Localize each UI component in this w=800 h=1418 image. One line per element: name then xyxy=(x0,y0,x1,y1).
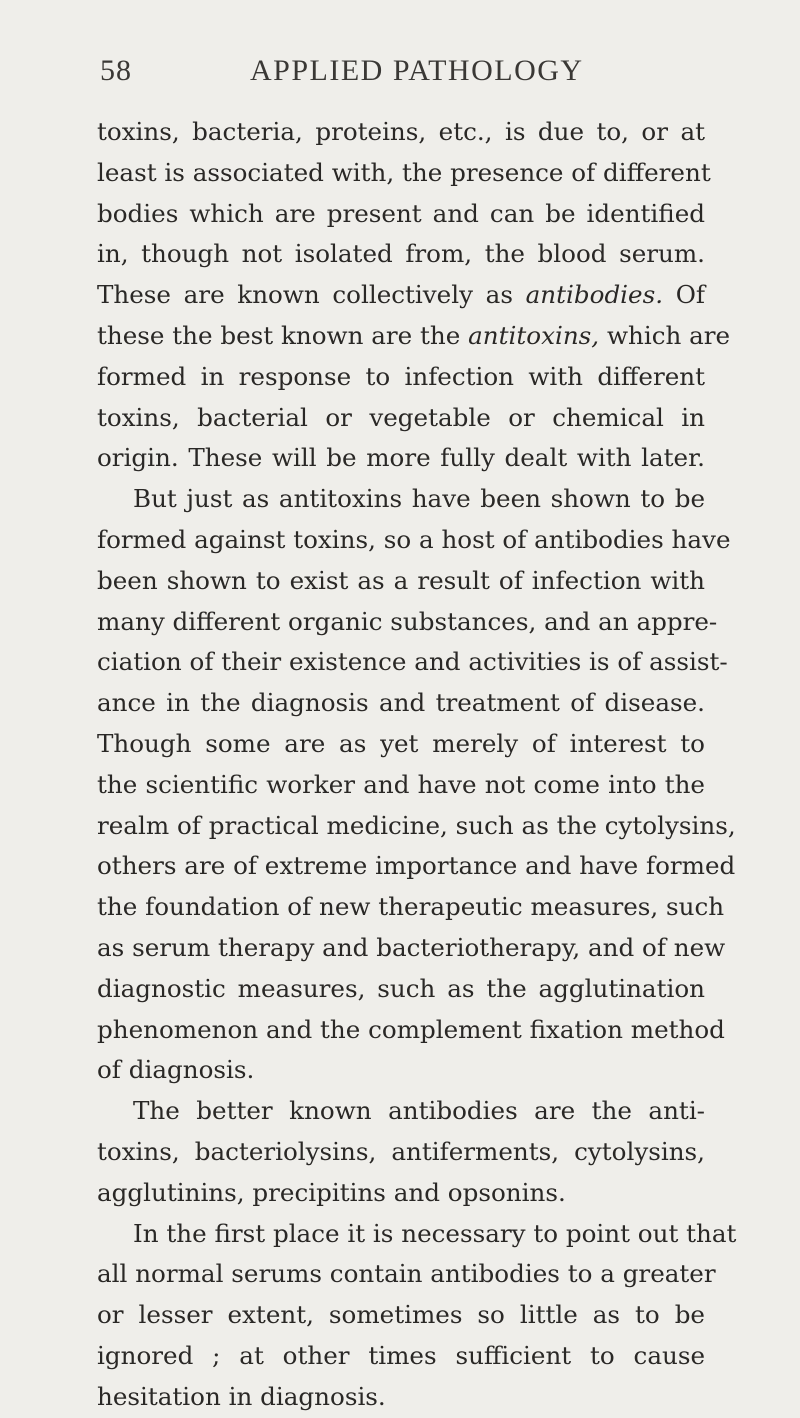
text-fragment: Of xyxy=(675,280,705,310)
emphasis-antitoxins: antitoxins, xyxy=(468,320,600,350)
text-line: ciation of their existence and activities is of assist- xyxy=(97,647,728,677)
text-line xyxy=(97,316,731,357)
text-line: ance in the diagnosis and treatment of disease. xyxy=(97,688,705,718)
text-line: others are of extreme importance and have formed xyxy=(97,851,736,881)
text-line: least is associated with, the presence of different xyxy=(97,157,711,187)
text-line: toxins, bacteriolysins, antiferments, cytolysins, xyxy=(97,1136,705,1166)
text-line: the scientific worker and have not come into the xyxy=(97,769,705,799)
text-line: many different organic substances, and an appre- xyxy=(97,606,718,636)
text-line: the foundation of new therapeutic measures, such xyxy=(97,892,725,922)
running-title: APPLIED PATHOLOGY xyxy=(250,54,584,87)
emphasis-antibodies: antibodies. xyxy=(525,280,664,310)
running-head xyxy=(100,54,700,94)
text-line: as serum therapy and bacteriotherapy, and of new xyxy=(97,932,726,962)
text-line: of diagnosis. xyxy=(97,1055,255,1085)
text-fragment: These are known collectively as xyxy=(97,280,513,310)
text-fragment: which are xyxy=(606,320,731,350)
text-line: The better known antibodies are the anti- xyxy=(133,1096,705,1126)
text-line: agglutinins, precipitins and opsonins. xyxy=(97,1177,566,1207)
text-line: formed in response to infection with different xyxy=(97,361,705,391)
text-fragment: these the best known are the xyxy=(97,320,461,350)
text-line xyxy=(97,275,705,316)
text-line: formed against toxins, so a host of antibodies have xyxy=(97,524,731,554)
text-line: realm of practical medicine, such as the cytolysins, xyxy=(97,810,736,840)
text-line: toxins, bacteria, proteins, etc., is due to, or at xyxy=(97,117,705,146)
text-line: or lesser extent, sometimes so little as to be xyxy=(97,1300,705,1330)
text-line: Though some are as yet merely of interest to xyxy=(97,728,705,758)
text-line: In the first place it is necessary to point out that xyxy=(133,1218,737,1248)
text-line: phenomenon and the complement fixation method xyxy=(97,1014,725,1044)
text-line: But just as antitoxins have been shown to be xyxy=(133,484,705,514)
text-line: origin. These will be more fully dealt with later. xyxy=(97,443,705,473)
text-line: diagnostic measures, such as the agglutination xyxy=(97,973,705,1003)
text-line: in, though not isolated from, the blood serum. xyxy=(97,239,705,269)
text-line: toxins, bacterial or vegetable or chemical in xyxy=(97,402,705,432)
text-line: been shown to exist as a result of infection with xyxy=(97,565,705,595)
text-line: hesitation in diagnosis. xyxy=(97,1381,386,1411)
text-line: ignored ; at other times sufficient to cause xyxy=(97,1340,705,1370)
text-line: all normal serums contain antibodies to a greater xyxy=(97,1259,716,1289)
page-number: 58 xyxy=(100,54,132,87)
body-text xyxy=(97,112,737,1418)
text-line: bodies which are present and can be identified xyxy=(97,198,705,228)
